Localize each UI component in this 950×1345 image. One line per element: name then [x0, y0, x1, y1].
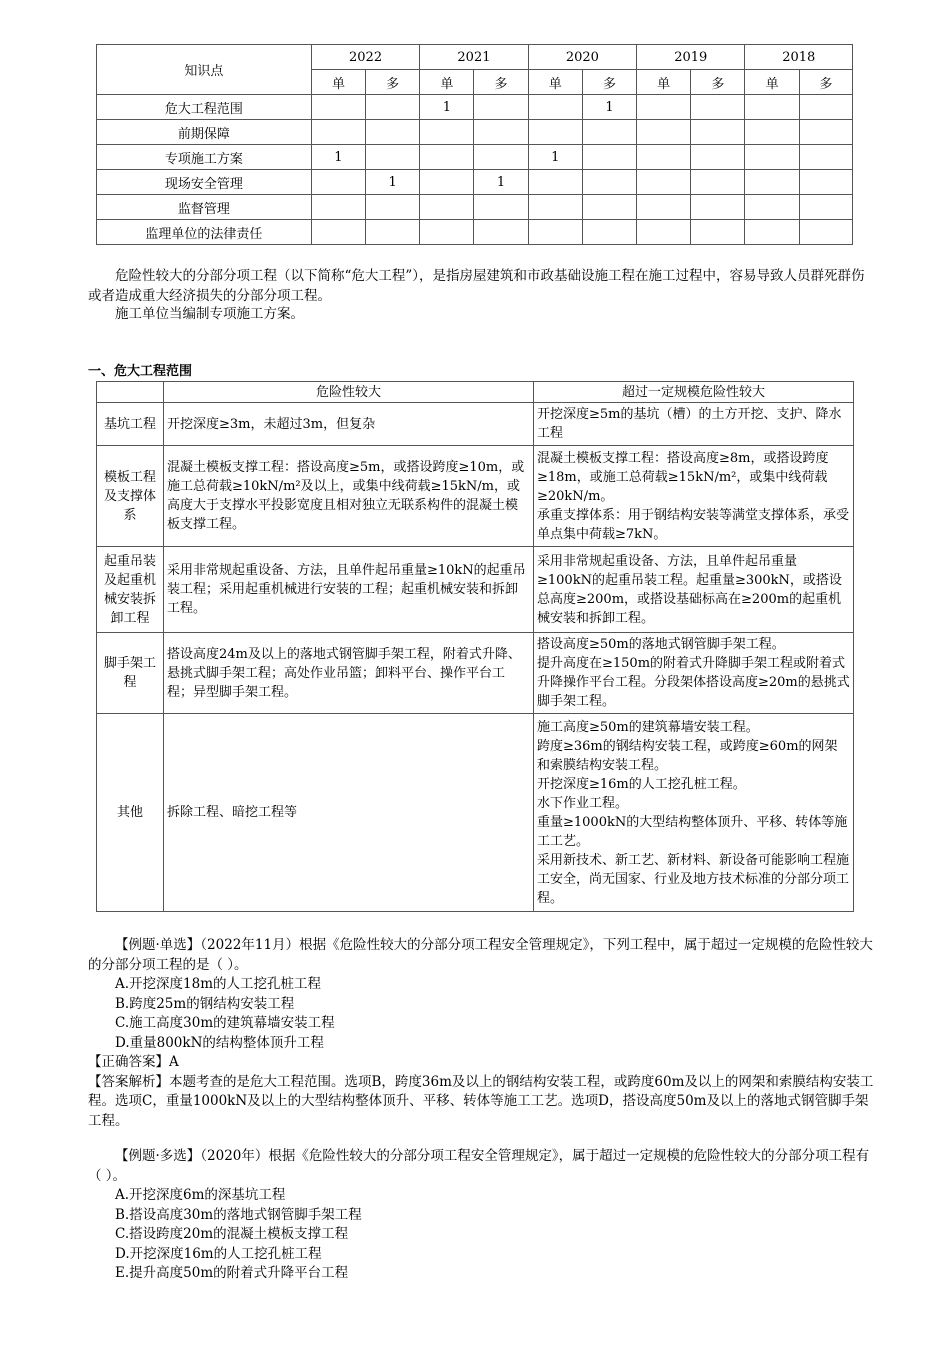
stats-header-label: 知识点 — [97, 45, 312, 95]
stats-row-label: 监督管理 — [97, 195, 312, 220]
scope-header-danger: 危险性较大 — [164, 382, 534, 403]
answer-option: C.施工高度30m的建筑幕墙安装工程 — [115, 1015, 335, 1031]
stats-cell — [474, 195, 528, 220]
example-multi-question: 【例题·多选】（2020年）根据《危险性较大的分部分项工程安全管理规定》，属于超过一定规模的危险性较大的分部分项工程有（ ）。 — [88, 1148, 870, 1184]
stats-cell — [311, 220, 365, 245]
stats-cell — [637, 220, 691, 245]
scope-row — [97, 714, 854, 912]
example-multi — [88, 1147, 878, 1284]
answer-option: A.开挖深度6m的深基坑工程 — [115, 1187, 286, 1203]
stats-cell — [420, 120, 474, 145]
stats-cell — [528, 95, 582, 120]
example-multi-options — [88, 1186, 878, 1284]
stats-cell — [311, 95, 365, 120]
stats-table-body — [97, 95, 853, 245]
stats-cell: 1 — [420, 95, 474, 120]
stats-cell — [582, 145, 636, 170]
stats-cell — [745, 145, 799, 170]
stats-cell — [691, 145, 745, 170]
scope-header-blank — [97, 382, 164, 403]
scope-row — [97, 446, 854, 547]
stats-cell — [637, 120, 691, 145]
stats-sub-header-single: 单 — [745, 70, 799, 95]
answer-option: C.搭设跨度20m的混凝土模板支撑工程 — [115, 1226, 349, 1242]
stats-row-label: 现场安全管理 — [97, 170, 312, 195]
scope-row — [97, 547, 854, 633]
scope-major-line: 重量≥1000kN的大型结构整体顶升、平移、转体等施工工艺。 — [537, 814, 848, 849]
section-title: 一、危大工程范围 — [88, 364, 193, 379]
scope-header-major: 超过一定规模危险性较大 — [534, 382, 854, 403]
scope-danger-line: 搭设高度24m及以上的落地式钢管脚手架工程，附着式升降、悬挑式脚手架工程；高处作业吊篮；卸料平台、操作平台工程；异型脚手架工程。 — [167, 646, 521, 700]
scope-danger-line: 采用非常规起重设备、方法，且单件起吊重量≥10kN的起重吊装工程；采用起重机械进行安装的工程；起重机械安装和拆卸工程。 — [167, 563, 526, 616]
answer-option: A.开挖深度18m的人工挖孔桩工程 — [115, 976, 322, 992]
stats-cell — [420, 145, 474, 170]
stats-sub-header-multi: 多 — [474, 70, 528, 95]
stats-sub-header-multi: 多 — [799, 70, 852, 95]
scope-danger-line: 拆除工程、暗挖工程等 — [167, 805, 298, 820]
scope-category: 脚手架工程 — [97, 633, 164, 714]
scope-major-cell — [534, 633, 854, 714]
stats-cell — [420, 220, 474, 245]
stats-row-label: 前期保障 — [97, 120, 312, 145]
stats-year-header: 2021 — [420, 45, 528, 70]
stats-row — [97, 170, 853, 195]
stats-cell — [799, 220, 852, 245]
scope-danger-cell — [164, 547, 534, 633]
scope-row — [97, 633, 854, 714]
stats-cell — [582, 120, 636, 145]
stats-sub-header-single: 单 — [637, 70, 691, 95]
stats-year-header: 2018 — [745, 45, 853, 70]
scope-category: 模板工程及支撑体系 — [97, 446, 164, 547]
stats-cell — [528, 220, 582, 245]
stats-cell — [420, 195, 474, 220]
scope-danger-cell — [164, 714, 534, 912]
stats-year-header: 2019 — [637, 45, 745, 70]
example-single-analysis: 【答案解析】本题考查的是危大工程范围。选项B，跨度36m及以上的钢结构安装工程，或跨度60m及以上的网架和索膜结构安装工程。选项C，重量1000kN及以上的大型结构整体顶升、平移、转体等施工工艺。选项D，搭设高度50m及以上的落地式钢管脚手架工程。 — [88, 1073, 874, 1129]
stats-sub-header-multi: 多 — [691, 70, 745, 95]
stats-cell — [366, 195, 420, 220]
scope-major-line: 开挖深度≥16m的人工挖孔桩工程。 — [537, 776, 746, 792]
scope-major-cell — [534, 547, 854, 633]
stats-cell — [745, 195, 799, 220]
stats-cell — [799, 195, 852, 220]
answer-option: B.搭设高度30m的落地式钢管脚手架工程 — [115, 1206, 362, 1223]
example-single-options — [88, 975, 878, 1053]
stats-cell — [582, 220, 636, 245]
stats-cell — [799, 145, 852, 170]
stats-row — [97, 195, 853, 220]
scope-category: 起重吊装及起重机械安装拆卸工程 — [97, 547, 164, 633]
knowledge-stats-table — [96, 44, 853, 245]
stats-cell — [582, 170, 636, 195]
stats-cell — [637, 170, 691, 195]
stats-row-label: 监理单位的法律责任 — [97, 220, 312, 245]
stats-row-label: 危大工程范围 — [97, 95, 312, 120]
stats-cell — [528, 120, 582, 145]
scope-major-cell — [534, 714, 854, 912]
scope-danger-cell — [164, 633, 534, 714]
scope-major-line: 施工高度≥50m的建筑幕墙安装工程。 — [537, 719, 759, 735]
stats-cell: 1 — [528, 145, 582, 170]
stats-cell — [745, 220, 799, 245]
example-single-question: 【例题·单选】（2022年11月）根据《危险性较大的分部分项工程安全管理规定》，下列工程中，属于超过一定规模的危险性较大的分部分项工程的是（ ）。 — [88, 937, 873, 973]
scope-major-line: 混凝土模板支撑工程：搭设高度≥8m，或搭设跨度≥18m，或施工总荷载≥15kN/m²，或集中线荷载≥20kN/m。 — [537, 450, 829, 504]
stats-row — [97, 95, 853, 120]
scope-danger-cell — [164, 446, 534, 547]
stats-cell — [311, 195, 365, 220]
stats-cell — [474, 220, 528, 245]
scope-major-line: 搭设高度≥50m的落地式钢管脚手架工程。 — [537, 637, 785, 652]
scope-danger-cell — [164, 403, 534, 446]
scope-danger-line: 混凝土模板支撑工程：搭设高度≥5m，或搭设跨度≥10m，或施工总荷载≥10kN/m²及以上，或集中线荷载≥15kN/m，或高度大于支撑水平投影宽度且相对独立无联系构件的混凝土模板支撑工程。 — [167, 460, 525, 532]
stats-cell — [745, 95, 799, 120]
scope-major-line: 采用非常规起重设备、方法，且单件起吊重量≥100kN的起重吊装工程。起重量≥300kN，或搭设总高度≥200m，或搭设基础标高在≥200m的起重机械安装和拆卸工程。 — [537, 553, 842, 626]
stats-cell — [528, 170, 582, 195]
scope-table-body — [97, 403, 854, 912]
intro-paragraph: 危险性较大的分部分项工程（以下简称“危大工程”），是指房屋建筑和市政基础设施工程在施工过程中，容易导致人员群死群伤或者造成重大经济损失的分部分项工程。 — [88, 268, 865, 304]
stats-cell — [474, 120, 528, 145]
scope-major-line: 开挖深度≥5m的基坑（槽）的土方开挖、支护、降水工程 — [537, 407, 842, 441]
stats-year-header: 2022 — [311, 45, 419, 70]
answer-option: D.重量800kN的结构整体顶升工程 — [115, 1034, 324, 1051]
intro-paragraph-2: 施工单位当编制专项施工方案。 — [115, 306, 304, 322]
scope-major-line: 水下作业工程。 — [537, 795, 629, 811]
stats-cell: 1 — [311, 145, 365, 170]
answer-option: E.提升高度50m的附着式升降平台工程 — [115, 1265, 349, 1281]
scope-major-line: 提升高度在≥150m的附着式升降脚手架工程或附着式升降操作平台工程。分段架体搭设高度≥20m的悬挑式脚手架工程。 — [537, 656, 850, 709]
stats-cell — [366, 95, 420, 120]
stats-cell — [637, 195, 691, 220]
scope-major-cell — [534, 446, 854, 547]
scope-major-line: 跨度≥36m的钢结构安装工程，或跨度≥60m的网架和索膜结构安装工程。 — [537, 738, 838, 773]
stats-cell — [799, 170, 852, 195]
stats-cell — [366, 220, 420, 245]
stats-cell — [474, 145, 528, 170]
scope-major-line: 承重支撑体系：用于钢结构安装等满堂支撑体系，承受单点集中荷载≥7kN。 — [537, 507, 850, 542]
stats-sub-header-multi: 多 — [582, 70, 636, 95]
stats-cell — [691, 120, 745, 145]
stats-cell: 1 — [474, 170, 528, 195]
stats-cell — [691, 170, 745, 195]
scope-table — [96, 381, 854, 912]
stats-cell — [691, 95, 745, 120]
scope-major-cell — [534, 403, 854, 446]
example-single-answer: 【正确答案】A — [88, 1054, 179, 1070]
stats-sub-header-multi: 多 — [366, 70, 420, 95]
answer-option: B.跨度25m的钢结构安装工程 — [115, 995, 295, 1012]
answer-option: D.开挖深度16m的人工挖孔桩工程 — [115, 1245, 322, 1262]
stats-year-header: 2020 — [528, 45, 636, 70]
stats-cell — [691, 195, 745, 220]
stats-cell — [691, 220, 745, 245]
stats-cell — [420, 170, 474, 195]
stats-cell — [745, 170, 799, 195]
stats-cell — [311, 120, 365, 145]
scope-danger-line: 开挖深度≥3m，未超过3m，但复杂 — [167, 416, 376, 432]
stats-cell — [474, 95, 528, 120]
scope-row — [97, 403, 854, 446]
stats-cell — [799, 95, 852, 120]
stats-cell — [582, 195, 636, 220]
stats-row — [97, 120, 853, 145]
stats-cell — [528, 195, 582, 220]
stats-row-label: 专项施工方案 — [97, 145, 312, 170]
scope-category: 其他 — [97, 714, 164, 912]
stats-sub-header-single: 单 — [311, 70, 365, 95]
stats-row — [97, 220, 853, 245]
stats-cell — [637, 95, 691, 120]
stats-row — [97, 145, 853, 170]
stats-cell — [366, 145, 420, 170]
stats-cell: 1 — [366, 170, 420, 195]
stats-cell — [745, 120, 799, 145]
example-single — [88, 936, 878, 1131]
scope-major-line: 采用新技术、新工艺、新材料、新设备可能影响工程施工安全，尚无国家、行业及地方技术标准的分部分项工程。 — [537, 852, 850, 906]
scope-category: 基坑工程 — [97, 403, 164, 446]
stats-sub-header-single: 单 — [528, 70, 582, 95]
stats-cell — [366, 120, 420, 145]
stats-cell — [799, 120, 852, 145]
stats-cell: 1 — [582, 95, 636, 120]
stats-cell — [311, 170, 365, 195]
stats-cell — [637, 145, 691, 170]
stats-sub-header-single: 单 — [420, 70, 474, 95]
